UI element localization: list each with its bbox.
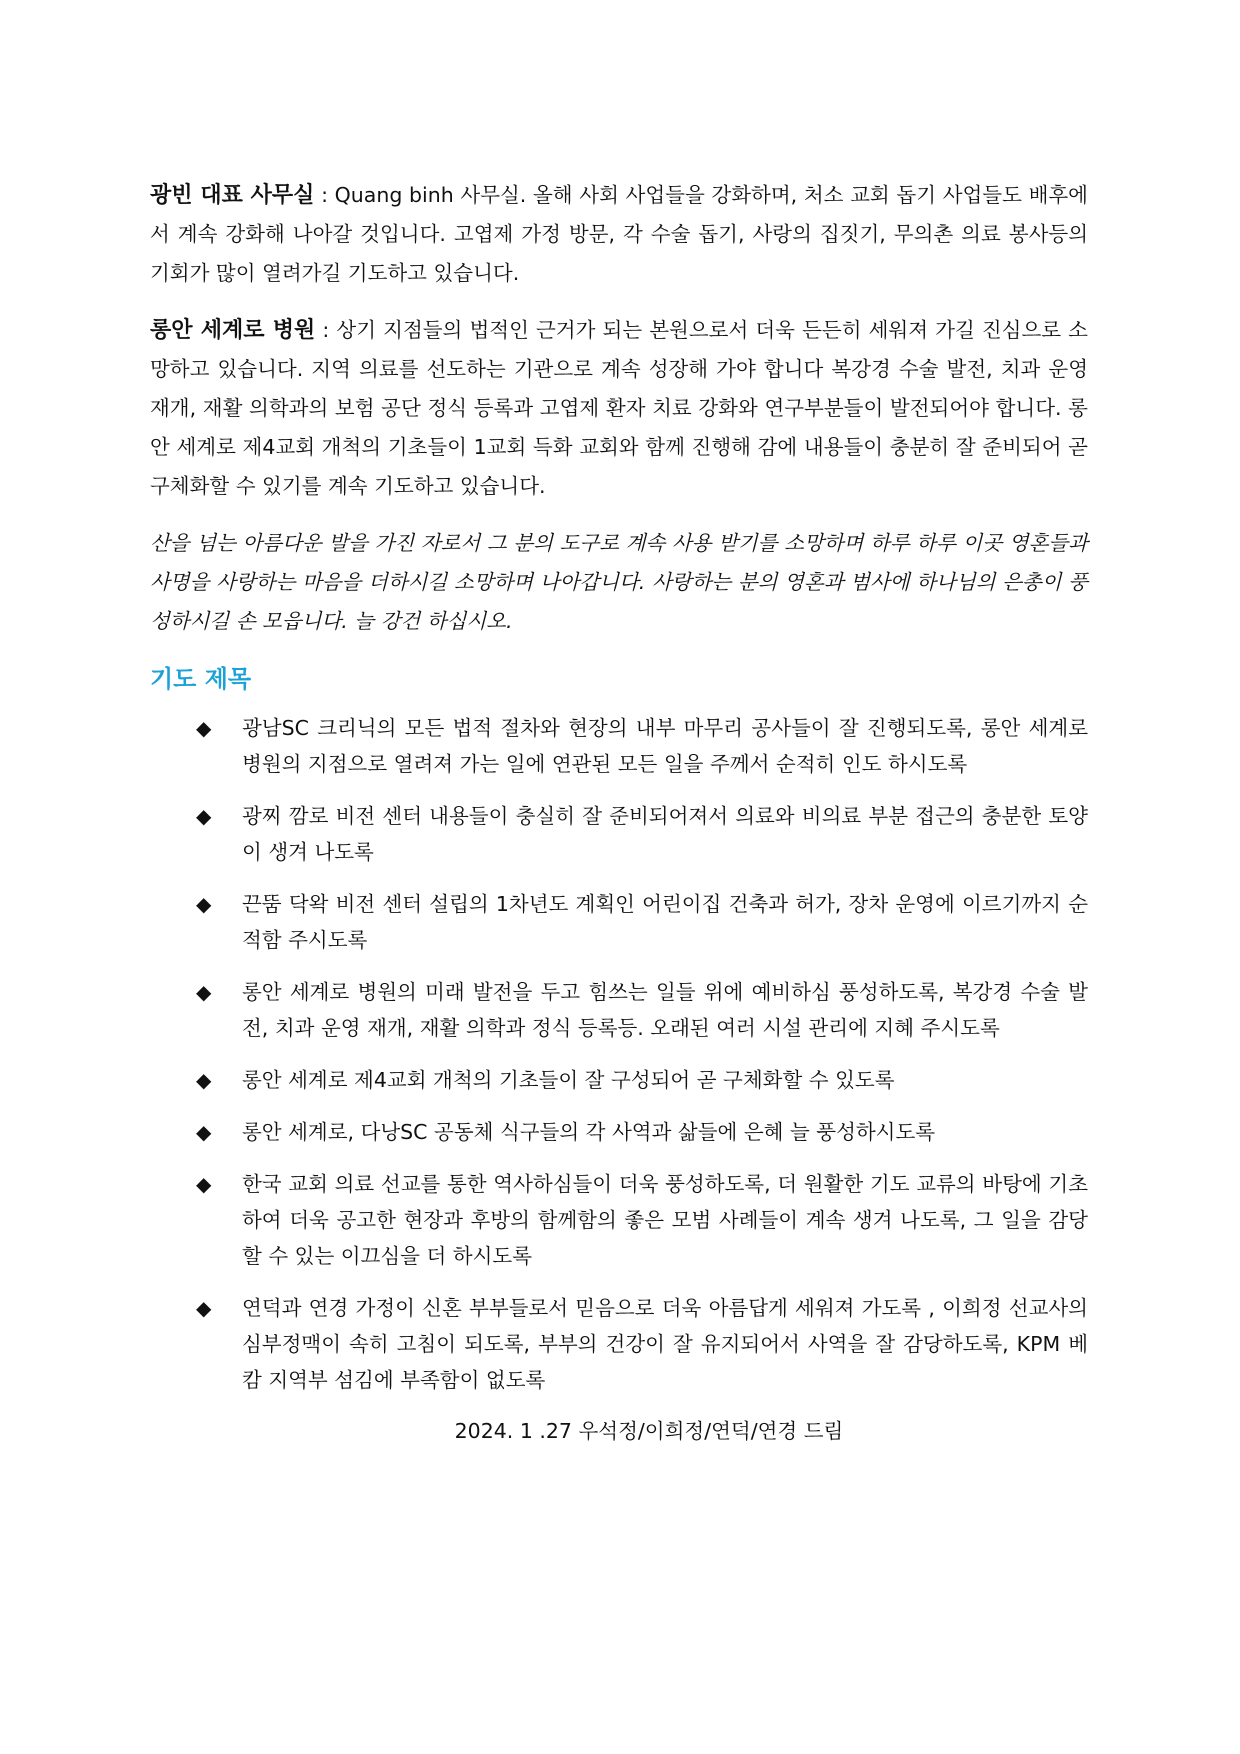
prayer-text: 롱안 세계로, 다낭SC 공동체 식구들의 각 사역과 삶들에 은혜 늘 풍성하시도록 [242,1120,936,1144]
signature-line: 2024. 1 .27 우석정/이희정/연덕/연경 드림 [454,1419,844,1443]
hospital-title: 롱안 세계로 병원 [150,318,316,343]
diamond-bullet-icon: ◆ [196,804,212,828]
quang-binh-paragraph [150,176,1088,293]
diamond-bullet-icon: ◆ [196,1120,212,1144]
list-item [150,798,1088,870]
hospital-paragraph [150,311,1088,506]
letter-page [150,176,1088,1444]
diamond-bullet-icon: ◆ [196,980,212,1004]
diamond-bullet-icon: ◆ [196,1068,212,1092]
quang-binh-title: 광빈 대표 사무실 [150,183,315,208]
list-item [150,1166,1088,1274]
diamond-bullet-icon: ◆ [196,716,212,740]
hospital-body: : 상기 지점들의 법적인 근거가 되는 본원으로서 더욱 든든히 세워져 가길 진심으로 소망하고 있습니다. 지역 의료를 선도하는 기관으로 계속 성장해 가야 합니다 복강경 수술 발전, 치과 운영 재개, 재활 의학과의 보험 공단 정식 등록과 고엽제 환자 치료 강화와 연구부분들이 발전되어야 합니다. 롱안 세계로 제4교회 개척의 기초들이 1교회 득화 교회와 함께 진행해 감에 내용들이 충분히 잘 준비되어 곧 구체화할 수 있기를 계속 기도하고 있습니다. [150,318,1088,498]
quang-binh-body: : Quang binh 사무실. 올해 사회 사업들을 강화하며, 처소 교회 돕기 사업들도 배후에서 계속 강화해 나아갈 것입니다. 고엽제 가정 방문, 각 수술 돕기, 사랑의 집짓기, 무의촌 의료 봉사등의 기회가 많이 열려가길 기도하고 있습니다. [150,183,1088,285]
diamond-bullet-icon: ◆ [196,892,212,916]
list-item [150,886,1088,958]
prayer-text: 롱안 세계로 제4교회 개척의 기초들이 잘 구성되어 곧 구체화할 수 있도록 [242,1068,895,1092]
list-item [150,1290,1088,1398]
list-item [150,974,1088,1046]
list-item [150,1062,1088,1098]
closing-italic-paragraph: 산을 넘는 아름다운 발을 가진 자로서 그 분의 도구로 계속 사용 받기를 소망하며 하루 하루 이곳 영혼들과 사명을 사랑하는 마음을 더하시길 소망하며 나아갑니다. 사랑하는 분의 영혼과 범사에 하나님의 은총이 풍성하시길 손 모읍니다. 늘 강건 하십시오. [150,531,1088,633]
prayer-text: 광남SC 크리닉의 모든 법적 절차와 현장의 내부 마무리 공사들이 잘 진행되도록, 롱안 세계로 병원의 지점으로 열려져 가는 일에 연관된 모든 일을 주께서 순적히 인도 하시도록 [242,716,1088,776]
prayer-text: 한국 교회 의료 선교를 통한 역사하심들이 더욱 풍성하도록, 더 원활한 기도 교류의 바탕에 기초하여 더욱 공고한 현장과 후방의 함께함의 좋은 모범 사례들이 계속 생겨 나도록, 그 일을 감당할 수 있는 이끄심을 더 하시도록 [242,1172,1088,1268]
list-item [150,710,1088,782]
section-title-prayer: 기도 제목 [150,665,252,693]
list-item [150,1114,1088,1150]
diamond-bullet-icon: ◆ [196,1172,212,1196]
prayer-text: 연덕과 연경 가정이 신혼 부부들로서 믿음으로 더욱 아름답게 세워져 가도록 , 이희정 선교사의 심부정맥이 속히 고침이 되도록, 부부의 건강이 잘 유지되어서 사역을 잘 감당하도록, KPM 베캄 지역부 섬김에 부족함이 없도록 [242,1296,1088,1392]
prayer-text: 끈뚬 닥왁 비전 센터 설립의 1차년도 계획인 어린이집 건축과 허가, 장차 운영에 이르기까지 순적함 주시도록 [242,892,1088,952]
diamond-bullet-icon: ◆ [196,1296,212,1320]
prayer-text: 롱안 세계로 병원의 미래 발전을 두고 힘쓰는 일들 위에 예비하심 풍성하도록, 복강경 수술 발전, 치과 운영 재개, 재활 의학과 정식 등록등. 오래된 여러 시설 관리에 지혜 주시도록 [242,980,1088,1040]
prayer-list [150,710,1088,1398]
prayer-text: 광찌 깜로 비전 센터 내용들이 충실히 잘 준비되어져서 의료와 비의료 부분 접근의 충분한 토양이 생겨 나도록 [242,804,1088,864]
